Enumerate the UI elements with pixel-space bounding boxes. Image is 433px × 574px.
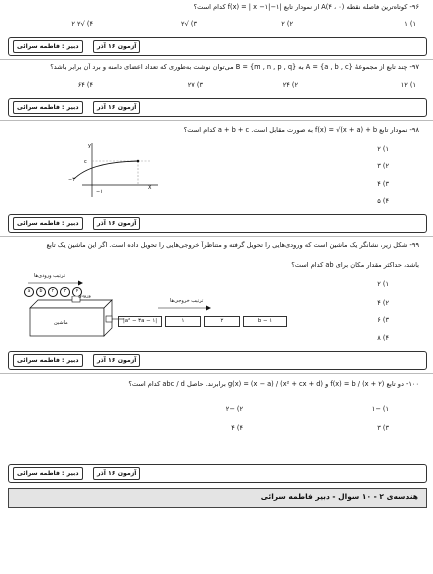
exam-bar [8, 214, 427, 233]
q98-text: ۹۸- نمودار تابع f(x) = √(x + a) + b به صورت مقابل است. a + b + c کدام است؟ [183, 126, 419, 134]
exam-tag: آزمون ۱۶ آذر [93, 101, 140, 114]
input-circle: b [36, 287, 46, 297]
graph-neg4-label: −۴ [68, 177, 75, 183]
q100-choice-4[interactable]: ۴) ۴ [231, 424, 243, 432]
teacher-tag: دبیر : فاطمه سرائی [13, 101, 83, 114]
q97-choice-4[interactable]: ۴) ۶۴ [77, 81, 93, 89]
function-graph [62, 139, 162, 201]
q98-choice-1[interactable]: ۱) ۲ [377, 145, 389, 153]
exam-bar [8, 464, 427, 483]
q99-choice-1[interactable]: ۱) ۲ [377, 280, 389, 288]
q96-choice-1[interactable]: ۱) ۱ [404, 20, 416, 28]
q96-choice-3[interactable]: ۳) √۲ [181, 20, 197, 28]
divider [0, 373, 433, 374]
input-circle: a [24, 287, 34, 297]
output-box: |a² − ۳a − ۱| [118, 316, 162, 327]
graph-y-label: y [88, 143, 91, 149]
graph-c-label: c [84, 159, 87, 165]
teacher-tag: دبیر : فاطمه سرائی [13, 467, 83, 480]
entry-label: ورودی [78, 294, 91, 299]
q97-choice-1[interactable]: ۱) ۱۲ [400, 81, 416, 89]
outputs-arrow [156, 304, 216, 312]
divider [0, 59, 433, 60]
exam-tag: آزمون ۱۶ آذر [93, 40, 140, 53]
input-circle: ۴ [72, 287, 82, 297]
q96-text: ۹۶- کوتاه‌ترین فاصله نقطه (A(۴ ، ۰ از نمودار تابع |f(x) = | x −۱|−۱ کدام است؟ [193, 3, 419, 11]
q99-choice-2[interactable]: ۲) ۴ [377, 299, 389, 307]
output-box: ۲ [204, 316, 240, 327]
q97-text: ۹۷- چند تابع از مجموعهٔ {A = {a , b , c به {B = {m , n , p , q می‌توان نوشت به‌طوری که تعداد اعضای دامنه و برد آن برابر باشد؟ [50, 63, 419, 71]
graph-neg1-label: −۱ [96, 189, 103, 195]
outputs-list [118, 316, 287, 327]
graph-x-label: X [148, 185, 152, 191]
q98-choice-4[interactable]: ۴) ۵ [377, 197, 389, 205]
section-title: هندسه‌ی ۲ - ۱۰ سوال - دبیر فاطمه سرائی [260, 492, 418, 501]
q100-choice-3[interactable]: ۳) ۳ [377, 424, 389, 432]
teacher-tag: دبیر : فاطمه سرائی [13, 40, 83, 53]
machine-diagram [20, 270, 280, 338]
q96-choice-4[interactable]: ۴) √۲ ۲ [71, 20, 93, 28]
divider [0, 120, 433, 121]
q98-choice-2[interactable]: ۲) ۳ [377, 162, 389, 170]
output-box: ۱ [165, 316, 201, 327]
teacher-tag: دبیر : فاطمه سرائی [13, 217, 83, 230]
exam-bar [8, 351, 427, 370]
inputs-arrow [26, 279, 86, 287]
input-circle: ۳ [60, 287, 70, 297]
q99-text-line2: باشد، حداکثر مقدار مکان برای ab کدام است؟ [291, 261, 419, 269]
output-box: b − ۱ [243, 316, 287, 327]
q98-choice-3[interactable]: ۳) ۴ [377, 180, 389, 188]
q99-choice-4[interactable]: ۴) ۸ [377, 334, 389, 342]
q99-choice-3[interactable]: ۳) ۶ [377, 316, 389, 324]
input-circle: ۲ [48, 287, 58, 297]
q97-choice-3[interactable]: ۳) ۲۷ [187, 81, 203, 89]
q100-choice-2[interactable]: ۲) −۲ [225, 405, 243, 413]
q96-choice-2[interactable]: ۲) ۲ [281, 20, 293, 28]
q100-text: ۱۰۰- دو تابع f(x) = b / (x + ۲) و g(x) = (x − a) / (x² + cx + d) برابرند. حاصل abc / d کدام است؟ [128, 380, 419, 388]
exam-tag: آزمون ۱۶ آذر [93, 217, 140, 230]
section-footer [8, 488, 427, 508]
teacher-tag: دبیر : فاطمه سرائی [13, 354, 83, 367]
q100-choice-1[interactable]: ۱) −۱ [371, 405, 389, 413]
machine-label: ماشین [54, 320, 68, 326]
exam-bar [8, 37, 427, 56]
q99-text-line1: ۹۹- شکل زیر، نشانگر یک ماشین است که ورودی‌هایی را تحویل گرفته و متناظراً خروجی‌هایی را تحویل داده است. اگر این ماشین یک تابع [46, 241, 419, 249]
outputs-title: ترتیب خروجی‌ها [170, 298, 204, 304]
exam-tag: آزمون ۱۶ آذر [93, 354, 140, 367]
machine-box [20, 296, 130, 338]
exam-tag: آزمون ۱۶ آذر [93, 467, 140, 480]
exam-bar [8, 98, 427, 117]
divider [0, 236, 433, 237]
q97-choice-2[interactable]: ۲) ۲۴ [282, 81, 298, 89]
inputs-title: ترتیب ورودی‌ها [34, 273, 66, 279]
